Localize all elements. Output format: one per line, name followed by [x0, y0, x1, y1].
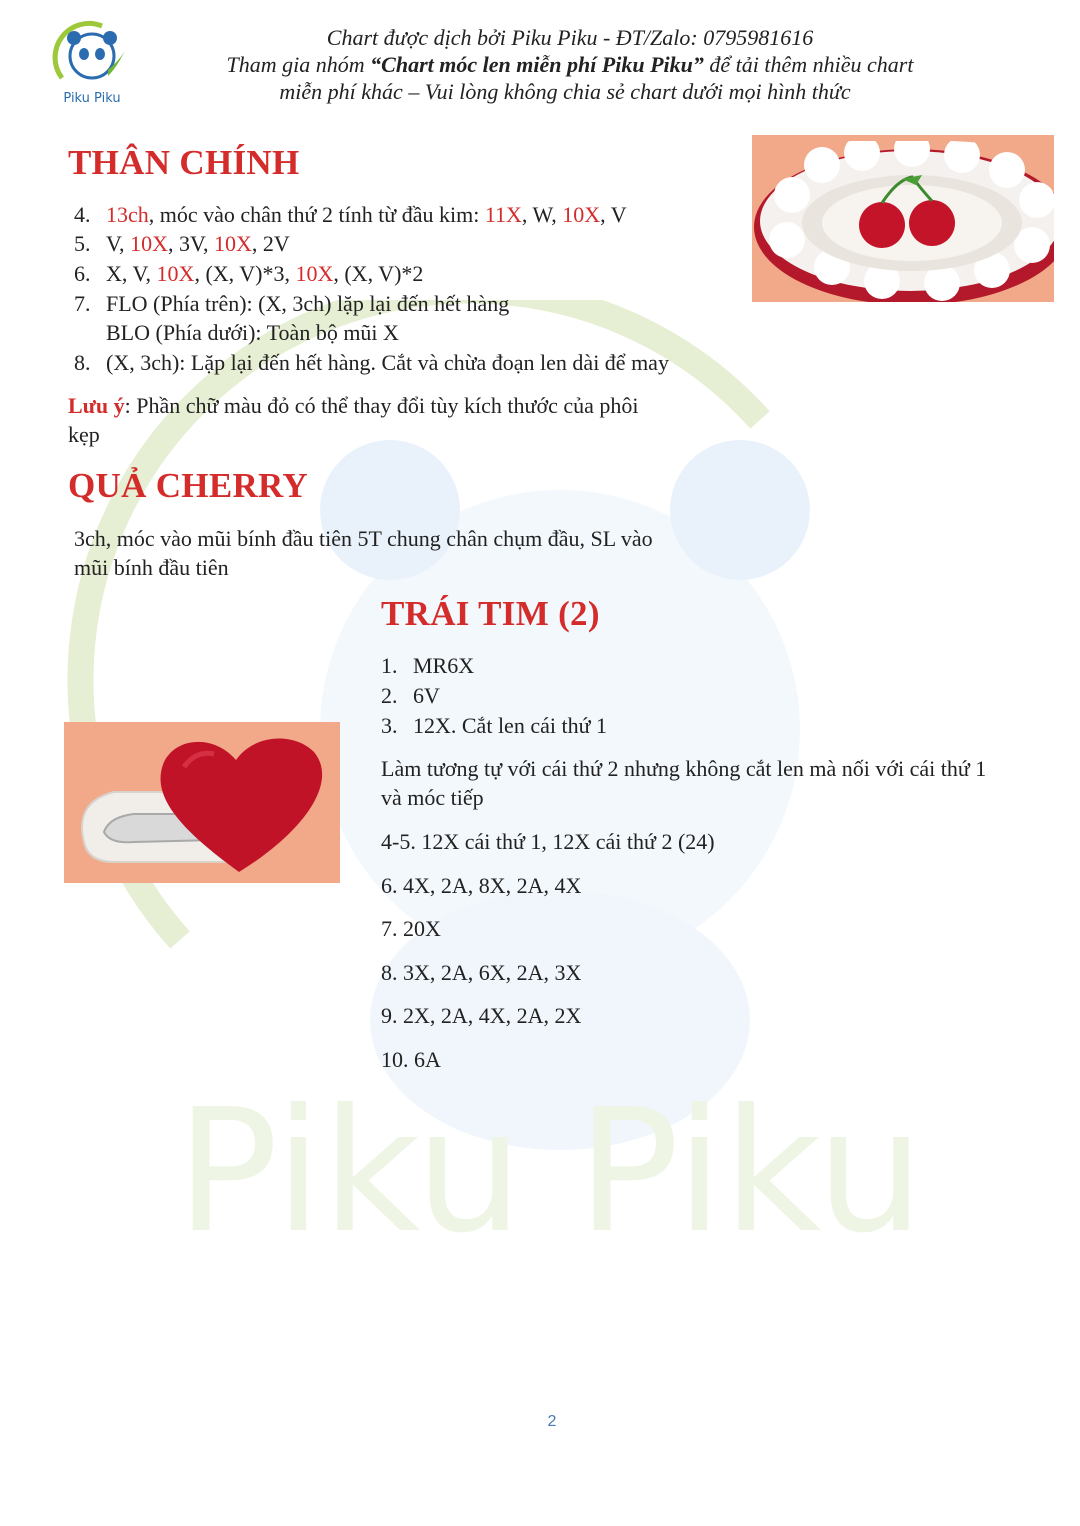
- note: [68, 391, 728, 449]
- row-text: , W,: [521, 202, 563, 227]
- than-chinh-row: [74, 318, 399, 347]
- ruffle-clip-photo: [752, 135, 1054, 302]
- row-text: FLO (Phía trên): (X, 3ch) lặp lại đến hết hàng: [106, 291, 510, 316]
- row-text: , V: [600, 202, 627, 227]
- than-chinh-row: [74, 259, 423, 288]
- row-text: MR6X: [413, 653, 475, 678]
- ruffle-clip-image: [752, 135, 1054, 302]
- variable-count: 10X: [562, 202, 601, 227]
- row-text: 12X. Cắt len cái thứ 1: [413, 713, 607, 738]
- heart-round-line: 7. 20X: [381, 916, 441, 942]
- heart-para-line-1: Làm tương tự với cái thứ 2 nhưng không cắt len mà nối với cái thứ 1: [381, 756, 987, 781]
- logo-text: Piku Piku: [63, 91, 121, 106]
- page-header: [190, 24, 950, 105]
- piku-logo: [52, 18, 132, 108]
- row-number: 2.: [381, 683, 398, 708]
- section-title-than-chinh: THÂN CHÍNH: [68, 143, 300, 182]
- than-chinh-row: [74, 229, 290, 258]
- row-text: , (X, V)*2: [333, 261, 424, 286]
- header-line-1: Chart được dịch bởi Piku Piku - ĐT/Zalo: 0795981616: [326, 25, 814, 50]
- than-chinh-row: [74, 289, 509, 318]
- section-title-trai-tim: TRÁI TIM (2): [381, 594, 600, 633]
- section-title-qua-cherry: QUẢ CHERRY: [68, 466, 308, 505]
- header-line-2-post: để tải thêm nhiều chart: [703, 52, 914, 77]
- header-line-2: [190, 51, 950, 78]
- note-text-2: kẹp: [68, 422, 100, 447]
- row-text: 6V: [413, 683, 440, 708]
- row-number: 6.: [74, 261, 91, 286]
- variable-count: 10X: [214, 231, 252, 256]
- heart-round-line: 6. 4X, 2A, 8X, 2A, 4X: [381, 872, 582, 898]
- row-number: 4.: [74, 202, 91, 227]
- variable-count: 13ch: [106, 202, 149, 227]
- heart-paragraph: [381, 754, 1061, 812]
- row-text: , (X, V)*3,: [194, 261, 296, 286]
- cherry-instructions: [74, 524, 734, 582]
- row-text: , 2V: [251, 231, 290, 256]
- row-number: 3.: [381, 713, 398, 738]
- row-text: X, V,: [106, 261, 157, 286]
- heart-round-line: 8. 3X, 2A, 6X, 2A, 3X: [381, 959, 582, 985]
- variable-count: 11X: [484, 202, 522, 227]
- heart-row: [381, 651, 474, 680]
- row-text: BLO (Phía dưới): Toàn bộ mũi X: [106, 320, 399, 345]
- row-number: 7.: [74, 291, 91, 316]
- variable-count: 10X: [156, 261, 195, 286]
- row-number: 1.: [381, 653, 398, 678]
- row-text: V,: [106, 231, 131, 256]
- heart-para-line-2: và móc tiếp: [381, 785, 484, 810]
- note-text: : Phần chữ màu đỏ có thể thay đổi tùy kích thước của phôi: [124, 393, 639, 418]
- than-chinh-row: [74, 348, 669, 377]
- row-number: 8.: [74, 350, 91, 375]
- heart-round-line: 4-5. 12X cái thứ 1, 12X cái thứ 2 (24): [381, 829, 715, 854]
- watermark-text: Piku Piku: [176, 1073, 924, 1260]
- header-group-name: “Chart móc len miễn phí Piku Piku”: [370, 52, 704, 77]
- row-text: (X, 3ch): Lặp lại đến hết hàng. Cắt và chừa đoạn len dài để may: [106, 350, 669, 375]
- variable-count: 10X: [130, 231, 168, 256]
- cherry-line-1: 3ch, móc vào mũi bính đầu tiên 5T chung chân chụm đầu, SL vào: [74, 526, 653, 551]
- heart-clip-photo: [64, 722, 340, 883]
- cherry-line-2: mũi bính đầu tiên: [74, 555, 229, 580]
- page-number: 2: [547, 1413, 557, 1430]
- heart-clip-image: [64, 722, 340, 883]
- heart-row: [381, 681, 440, 710]
- row-text: , 3V,: [167, 231, 215, 256]
- than-chinh-row: [74, 200, 627, 229]
- row-text: , móc vào chân thứ 2 tính từ đầu kim:: [148, 202, 485, 227]
- heart-round-line: 10. 6A: [381, 1047, 441, 1072]
- heart-row: [381, 711, 607, 740]
- note-label: Lưu ý: [68, 393, 125, 418]
- header-line-3: miễn phí khác – Vui lòng không chia sẻ chart dưới mọi hình thức: [279, 79, 851, 104]
- header-line-2-pre: Tham gia nhóm: [226, 52, 371, 77]
- row-number: 5.: [74, 231, 91, 256]
- variable-count: 10X: [295, 261, 334, 286]
- heart-round-line: 9. 2X, 2A, 4X, 2A, 2X: [381, 1003, 582, 1029]
